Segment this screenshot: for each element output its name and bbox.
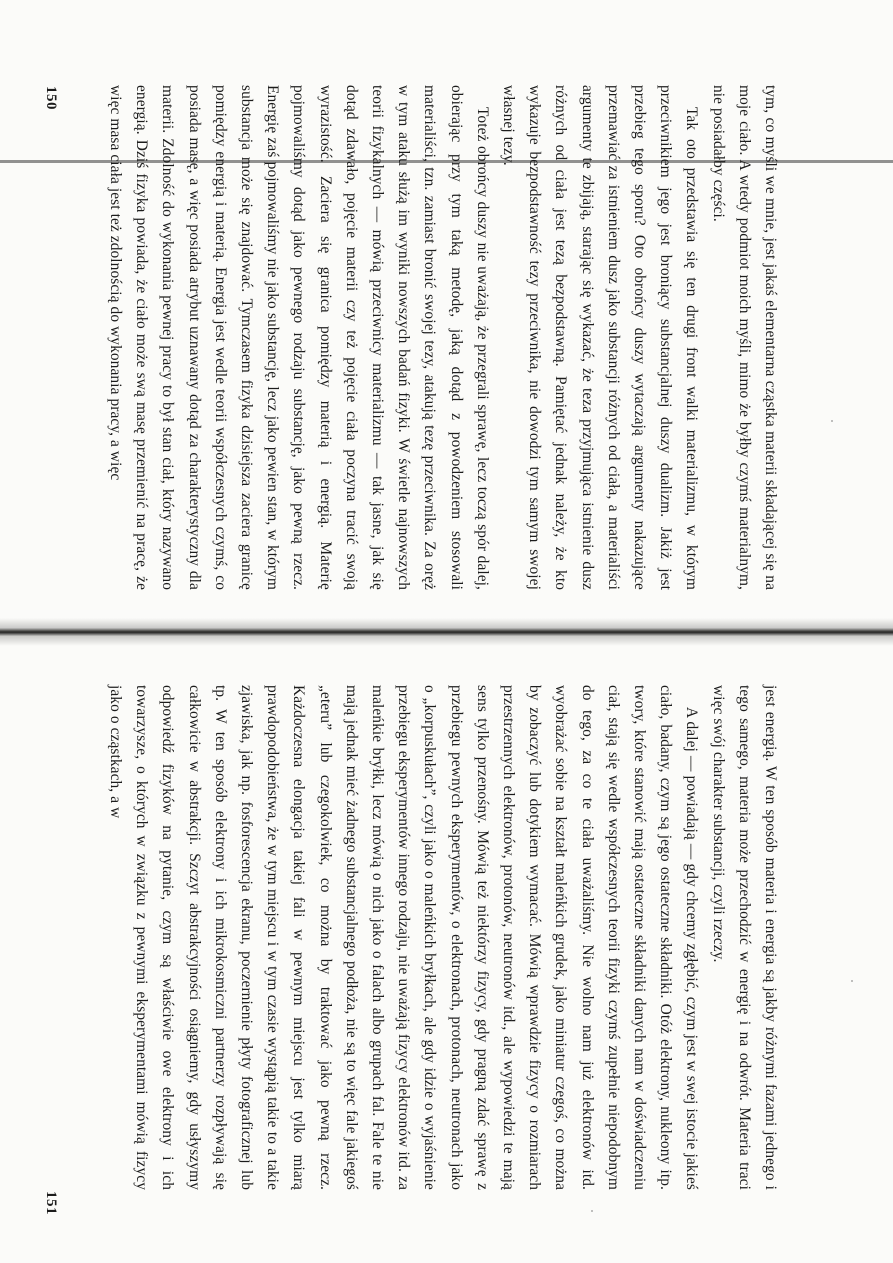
scan-speck: [851, 980, 853, 982]
page-number: 150: [43, 86, 59, 110]
paragraph: Toteż obrońcy duszy nie uważają, że przegrali sprawę, lecz toczą spór dalej, obierając przy tym taką metodę, jaką dotąd z powodzeniem stosowali materialiści, tzn. zamiast bronić swojej tezy, atakują tezę przeciwnika. Za oręż w tym ataku służą im wyniki nowszych badań fizyki. W świetle najnowszych teorii fizykalnych — mówią przeciwnicy materializmu — tak jasne, jak się dotąd zdawało, pojęcie materii czy też pojęcie ciała poczyna tracić swoją wyrazistość. Zaciera się granica pomiędzy materią i energią. Materię pojmowaliśmy dotąd jako pewnego rodzaju substancję, jako pewną rzecz. Energię zaś pojmowaliśmy nie jako substancję, lecz jako pewien stan, w którym substancja może się znajdować. Tymczasem fizyka dzisiejsza zaciera granicę pomiędzy energią i materią. Energia jest wedle teorii współczesnych czymś, co posiada masę, a więc posiada atrybut uznawany dotąd za charakterystyczny dla materii. Zdolność do wykonania pewnej pracy to był stan ciał, który nazywano energią. Dziś fizyka powiada, że ciało może swą masę przemienić na pracę, że więc masa ciała jest też zdolnością do wykonania pracy, a więc: [106, 85, 491, 590]
paragraph: Tak oto przedstawia się ten drugi front walki materializmu, w którym przeciwnikiem jego jest broniący substancjalnej duszy dualizm. Jakiż jest przebieg tego sporu? Oto obrońcy duszy wytaczają argumenty nakazujące przemawiać za istnieniem dusz jako substancji różnych od ciała, a materialiści argumenty te zbijają, starając się wykazać, że teza przyjmująca istnienie dusz różnych od ciała jest tezą bezpodstawną. Pamiętać jednak należy, że kto wykazuje bezpodstawność tezy przeciwnika, nie dowodzi tym samym swojej własnej tezy.: [499, 85, 701, 590]
left-page: [0, 0, 893, 630]
right-page-text: [102, 685, 783, 1190]
scan-speck: [591, 1210, 593, 1212]
left-page-text: [102, 85, 783, 590]
paragraph: A dalej — powiadają — gdy chcemy zgłębić, czym jest w swej istocie jakieś ciało, badany, czym są jego ostateczne składniki. Otóż elektrony, nukleony itp. twory, które stanowić mają ostateczne składniki danych nam w doświadczeniu ciał, stają się wedle współczesnych teorii fizyki czymś zupełnie niepodobnym do tego, za co te ciała uważaliśmy. Nie wolno nam już elektronów itd. wyobrażać sobie na kształt maleńkich grudek, jako miniatur czegoś, co można by zobaczyć lub dotykiem wymacać. Mówią wprawdzie fizycy o rozmiarach przestrzennych elektronów, protonów, neutronów itd., ale wypowiedzi te mają sens tylko przenośny. Mówią też niektórzy fizycy, gdy pragną zdać sprawę z przebiegu pewnych eksperymentów, o elektronach, protonach, neutronach jako o „korpuskułach”, czyli jako o maleńkich bryłkach, ale gdy idzie o wyjaśnienie przebiegu eksperymentów innego rodzaju, nie uważają fizycy elektronów itd. za maleńkie bryłki, lecz mówią o nich jako o falach albo grupach fal. Fale te nie mają jednak mieć żadnego substancjalnego podłoża, nie są to więc fale jakiegoś „eteru” lub czegokolwiek, co można by traktować jako pewną rzecz. Każdoczesna elongacja takiej fali w pewnym miejscu jest tylko miarą prawdopodobieństwa, że w tym miejscu i w tym czasie wystąpią takie to a takie zjawiska, jak np. fosforescencja ekranu, poczernienie płyty fotograficznej lub tp. W ten sposób elektrony i ich mikrokosmiczni partnerzy rozpływają się całkowicie w abstrakcji. Szczyt abstrakcyjności osiągniemy, gdy usłyszymy odpowiedź fizyków na pytanie, czym są właściwie owe elektrony i ich towarzysze, o których w związku z pewnymi eksperymentami mówią fizycy jako o cząstkach, a w: [106, 685, 701, 1190]
page-number: 151: [43, 1191, 59, 1215]
right-page: [0, 633, 893, 1263]
paragraph: tym, co myśli we mnie, jest jakaś elementarna cząstka materii składającej się na moje ciało. A wtedy podmiot moich myśli, mimo że byłby czymś materialnym, nie posiadałby części.: [709, 85, 779, 590]
scan-speck: [831, 420, 833, 422]
paragraph: jest energią. W ten sposób materia i energia są jakby różnymi fazami jednego i tego samego, materia może przechodzić w energię i na odwrót. Materia traci więc swój charakter substancji, czyli rzeczy.: [709, 685, 779, 1190]
